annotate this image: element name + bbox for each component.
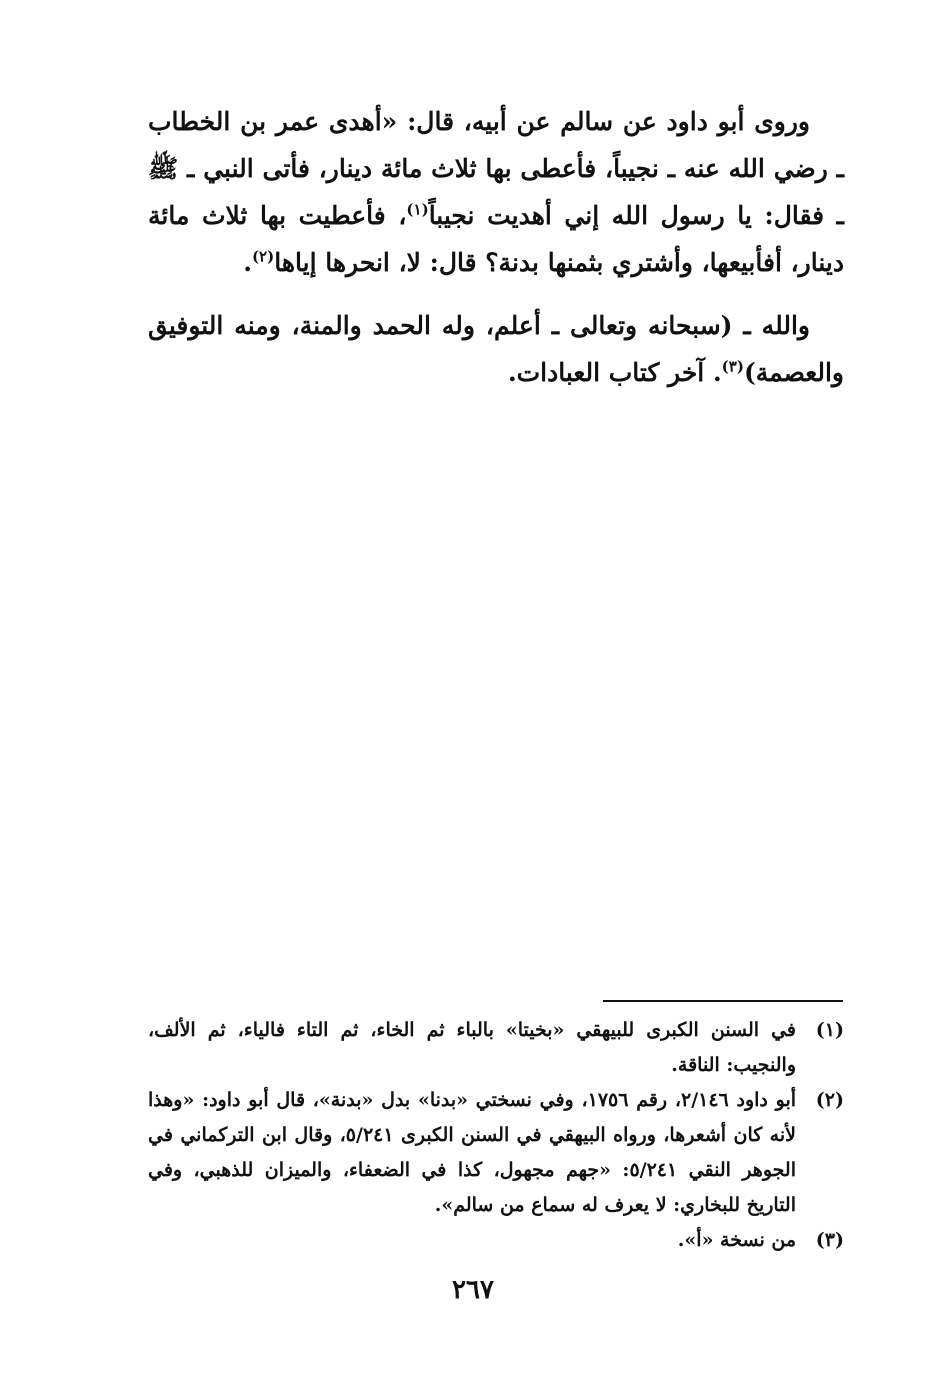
footnote-ref-2: (٢) (251, 247, 275, 266)
footnote-number: (٣) (815, 1229, 844, 1251)
footnote-text: من نسخة «أ». (677, 1229, 796, 1251)
paragraph-hadith (148, 98, 844, 286)
footnote-item (148, 1083, 844, 1223)
footnote-number: (١) (815, 1019, 844, 1041)
paragraph-closing (148, 302, 844, 396)
footnotes (148, 1013, 844, 1258)
footnote-ref-3: (٣) (721, 357, 744, 376)
paragraph-text: . آخر كتاب العبادات. (507, 358, 722, 387)
footnote-text: في السنن الكبرى للبيهقي «بخيتا» بالباء ثم الخاء، ثم التاء فالياء، ثم الألف، والنجيب: الناقة. (148, 1019, 796, 1076)
footnote-item (148, 1013, 844, 1083)
page-number: ٢٦٧ (452, 1275, 494, 1305)
paragraph-text: ، فأعطيت بها ثلاث مائة دينار، أفأبيعها، وأشتري بثمنها بدنة؟ قال: لا، انحرها إياها (148, 201, 844, 277)
footnote-divider (603, 1000, 843, 1002)
paragraph-text: والله ـ (سبحانه وتعالى ـ أعلم، وله الحمد والمنة، ومنه التوفيق والعصمة) (148, 311, 844, 387)
footnote-number: (٢) (815, 1089, 844, 1111)
footnote-text: أبو داود ٢/١٤٦، رقم ١٧٥٦، وفي نسختي «بدنا» بدل «بدنة»، قال أبو داود: «وهذا لأنه كان أشعرها، ورواه البيهقي في السنن الكبرى ٥/٢٤١، وقال ابن التركماني في الجوهر النقي ٥/٢٤١: «جهم مجهول، كذا في الضعفاء، والميزان للذهبي، وفي التاريخ للبخاري: لا يعرف له سماع من سالم». (148, 1089, 797, 1216)
footnote-item (148, 1223, 844, 1258)
paragraph-text: وروى أبو داود عن سالم عن أبيه، قال: «أهدى عمر بن الخطاب ـ رضي الله عنه ـ نجيباً، فأعطى بها ثلاث مائة دينار، فأتى النبي ـ ﷺ ـ فقال: يا رسول الله إني أهديت نجيباً (148, 107, 844, 230)
footnote-ref-1: (١) (406, 200, 429, 219)
paragraph-text: . (243, 248, 252, 277)
main-text (148, 98, 844, 412)
